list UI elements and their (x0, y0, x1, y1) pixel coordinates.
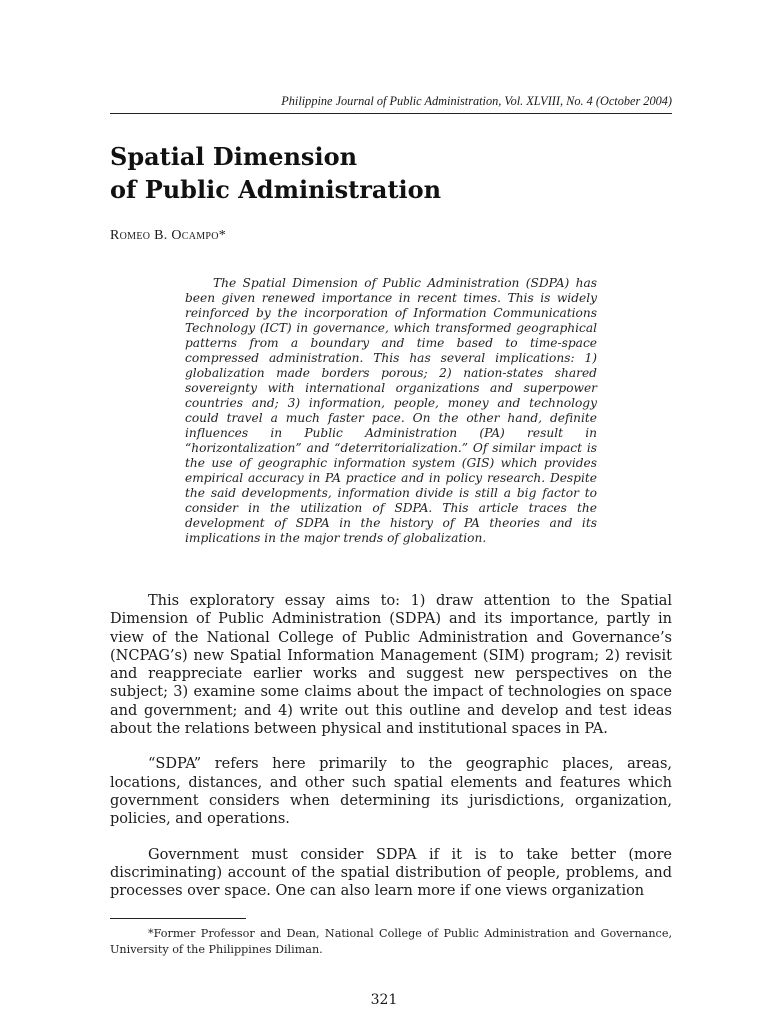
author-name: Romeo B. Ocampo* (110, 228, 227, 243)
body-paragraph-2: “SDPA” refers here primarily to the geographic places, areas, locations, distances, and other such spatial elements and features which government considers when determining its jurisdictions, organization, policies, and operations. (110, 756, 672, 828)
page-number: 321 (370, 992, 398, 1008)
abstract-text: The Spatial Dimension of Public Administration (SDPA) has been given renewed importance in recent times. This is widely reinforced by the incorporation of Information Communications Technology (ICT) in governance, which transformed geographical patterns from a boundary and time based to time-space compressed administration. This has several implications: 1) globalization made borders porous; 2) nation-states shared sovereignty with international organizations and superpower countries and; 3) information, people, money and technology could travel a much faster pace. On the other hand, definite influences in Public Administration (PA) result in “horizontalization” and “deterritorialization.” Of similar impact is the use of geographic information system (GIS) which provides empirical accuracy in PA practice and in policy research. Despite the said developments, information divide is still a big factor to consider in the utilization of SDPA. This article traces the development of SDPA in the history of PA theories and its implications in the major trends of globalization. (185, 276, 597, 545)
footnote-text: *Former Professor and Dean, National College of Public Administration and Governance, University of the Philippines Diliman. (110, 927, 672, 956)
header-rule (110, 113, 672, 114)
article-title (110, 140, 441, 206)
running-head: Philippine Journal of Public Administration, Vol. XLVIII, No. 4 (October 2004) (281, 94, 672, 108)
title-line-2: of Public Administration (110, 175, 442, 204)
footnote (110, 926, 672, 958)
title-line-1: Spatial Dimension (110, 142, 358, 171)
abstract (185, 276, 597, 546)
footnote-rule (110, 918, 246, 919)
body-paragraph-1: This exploratory essay aims to: 1) draw attention to the Spatial Dimension of Public Administration (SDPA) and its importance, partly in view of the National College of Public Administration and Governance’s (NCPAG’s) new Spatial Information Management (SIM) program; 2) revisit and reappreciate earlier works and suggest new perspectives on the subject; 3) examine some claims about the impact of technologies on space and government; and 4) write out this outline and develop and test ideas about the relations between physical and institutional spaces in PA. (110, 593, 672, 738)
body-paragraph-3: Government must consider SDPA if it is to take better (more discriminating) account of the spatial distribution of people, problems, and processes over space. One can also learn more if one views organization (110, 846, 672, 900)
body-text (110, 592, 672, 917)
